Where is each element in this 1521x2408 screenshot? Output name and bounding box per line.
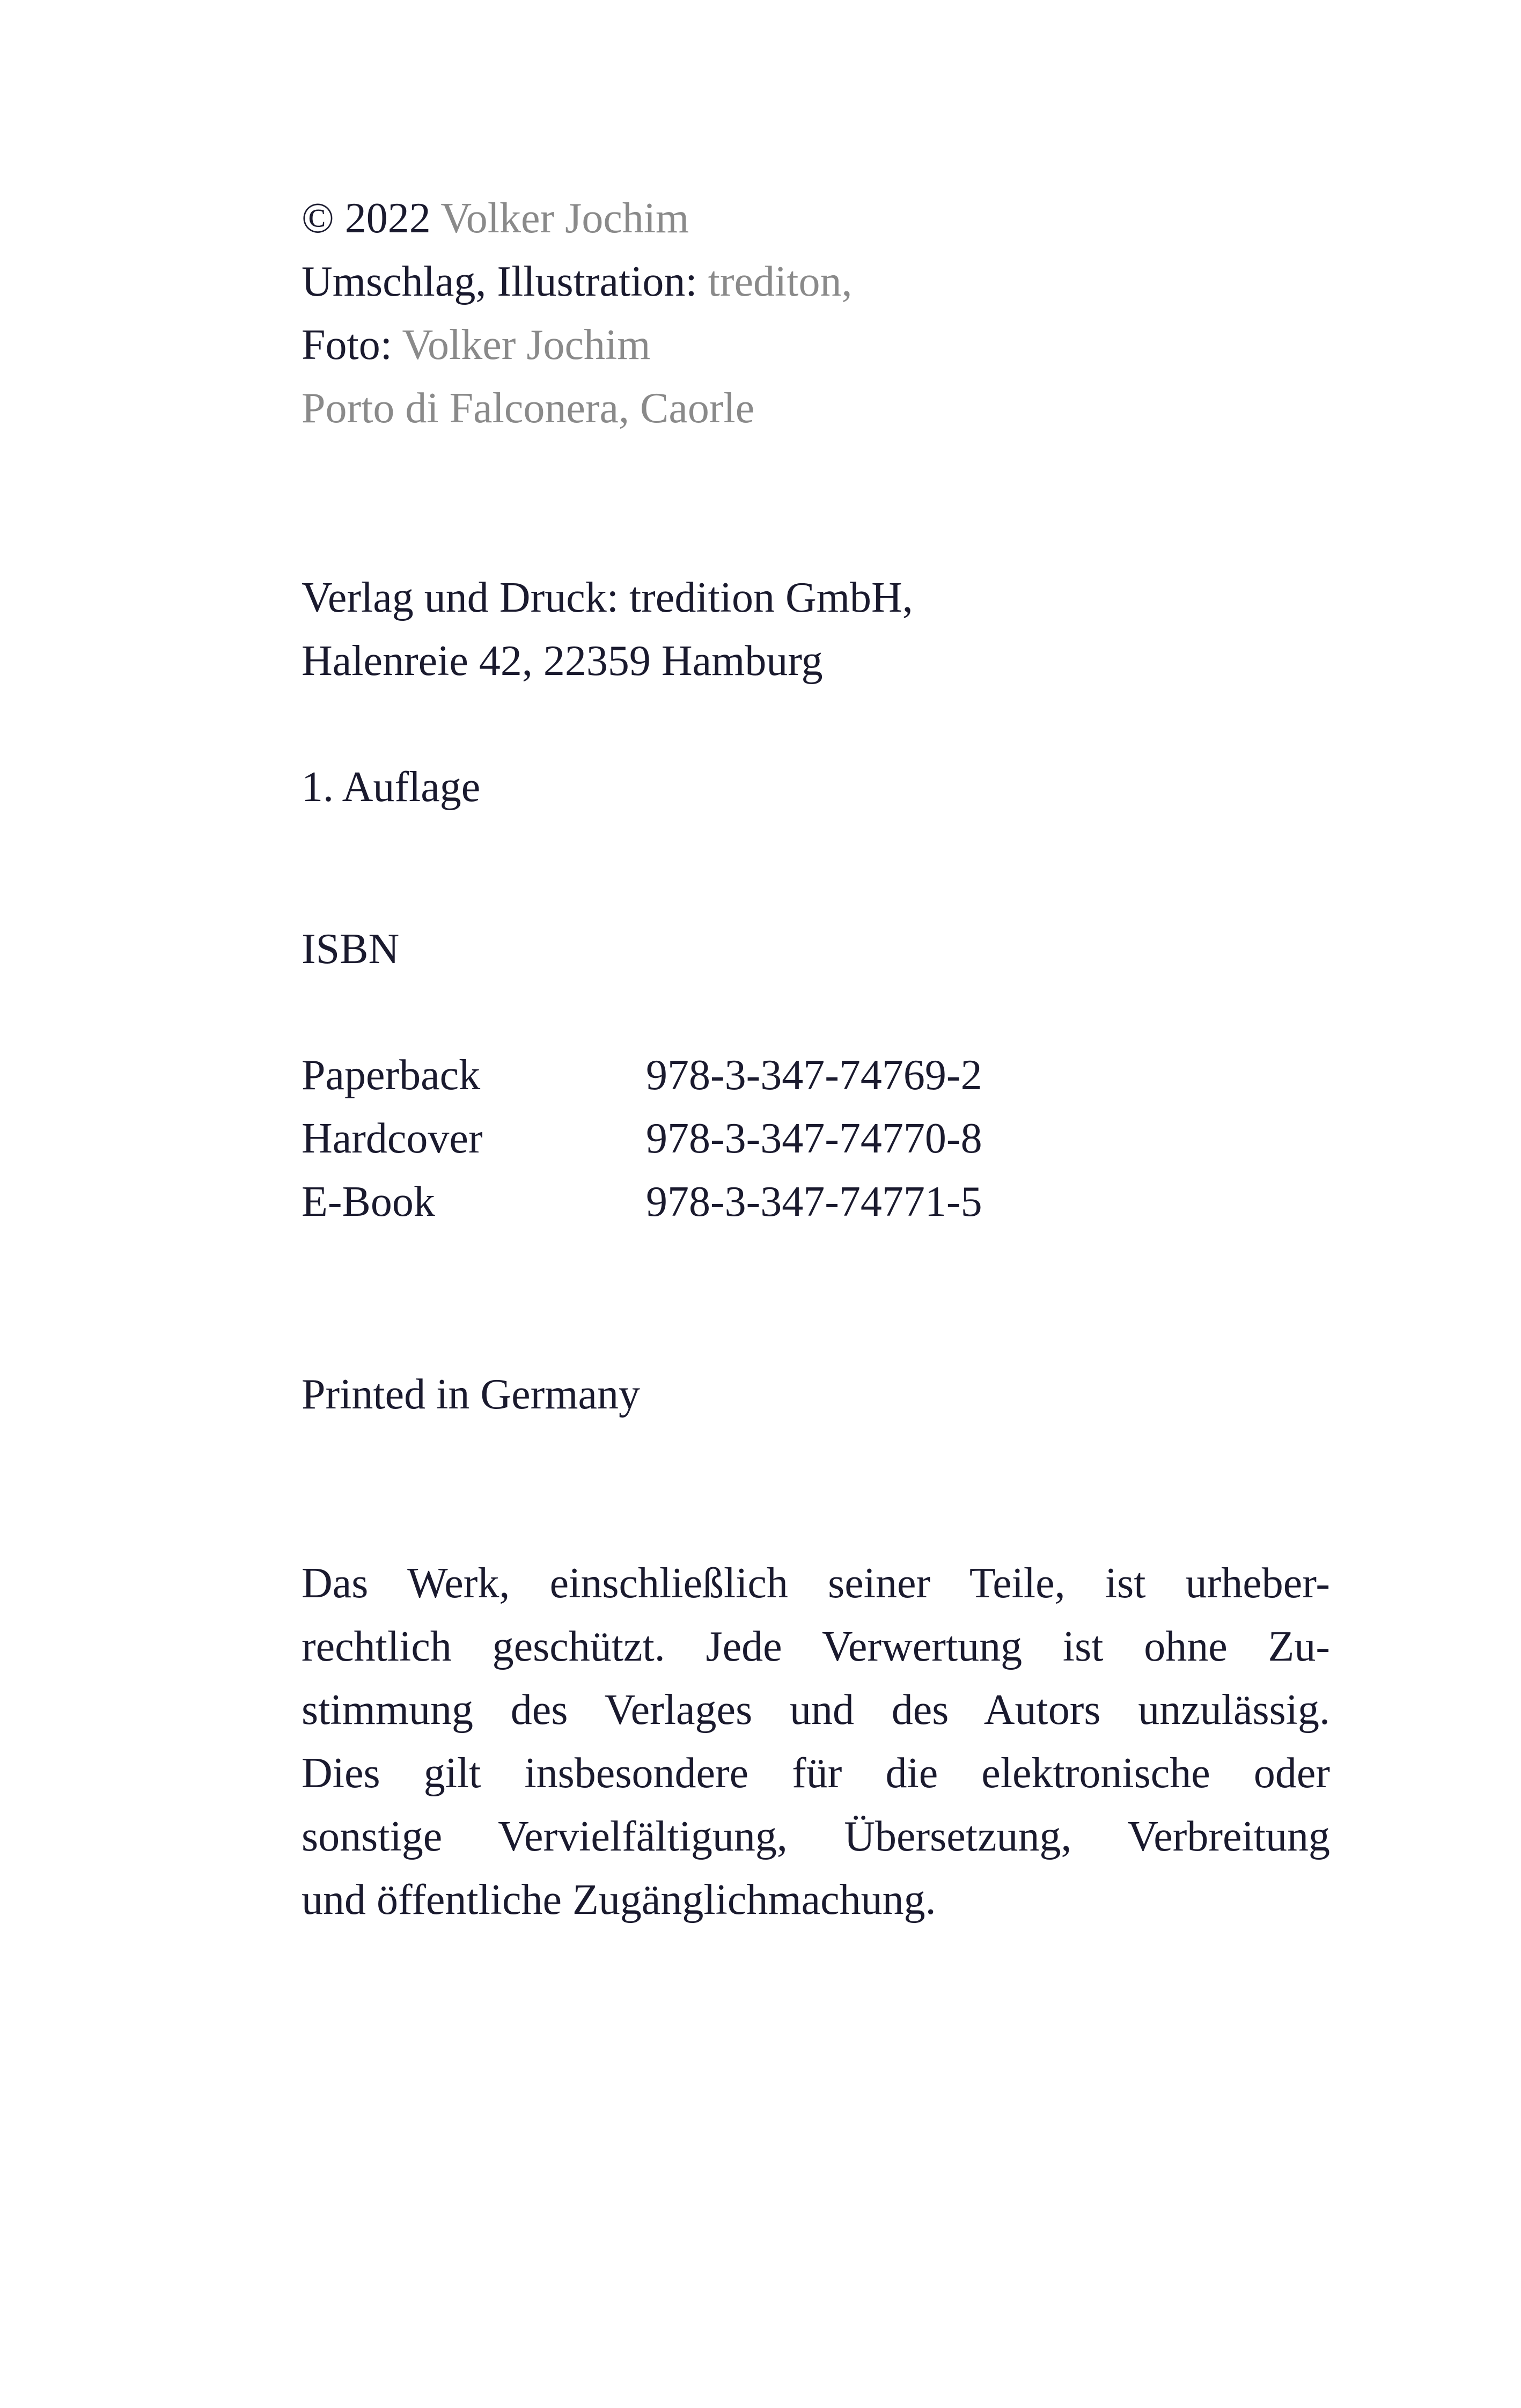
copyright-notice-line: sonstige Vervielfältigung, Übersetzung, Verbreitung [302, 1813, 1330, 1860]
photo-location: Porto di Falconera, Caorle [302, 385, 755, 432]
photo-credit-line [302, 313, 852, 377]
isbn-heading [302, 917, 399, 981]
publisher-address: Halenreie 42, 22359 Hamburg [302, 637, 823, 685]
isbn-table [302, 1044, 982, 1234]
isbn-format: Paperback [302, 1052, 481, 1099]
isbn-row [302, 1170, 982, 1234]
copyright-notice-line: Das Werk, einschließlich seiner Teile, ist urheber- [302, 1560, 1330, 1607]
copyright-notice [302, 1552, 1330, 1932]
credits-block [302, 187, 852, 440]
isbn-row [302, 1044, 982, 1107]
cover-credit-value: trediton, [708, 258, 853, 305]
copyright-notice-line: rechtlich geschützt. Jede Verwertung ist ohne Zu- [302, 1623, 1330, 1670]
isbn-number: 978-3-347-74771-5 [646, 1178, 982, 1225]
copyright-name: Volker Jochim [440, 195, 689, 242]
copyright-notice-line: und öffentliche Zugänglichmachung. [302, 1876, 936, 1924]
copyright-prefix: © 2022 [302, 195, 441, 242]
printed-in [302, 1363, 640, 1426]
isbn-number: 978-3-347-74770-8 [646, 1115, 982, 1162]
cover-credit-line [302, 250, 852, 313]
isbn-number: 978-3-347-74769-2 [646, 1052, 982, 1099]
isbn-row [302, 1107, 982, 1170]
isbn-heading-text: ISBN [302, 926, 400, 973]
copyright-notice-line: Dies gilt insbesondere für die elektronische oder [302, 1750, 1330, 1797]
isbn-format: E-Book [302, 1178, 435, 1225]
publisher-name: Verlag und Druck: tredition GmbH, [302, 574, 913, 621]
photo-credit-value: Volker Jochim [402, 321, 651, 369]
copyright-line [302, 187, 852, 250]
edition-line [302, 755, 480, 819]
copyright-notice-line: stimmung des Verlages und des Autors unzulässig. [302, 1686, 1330, 1734]
printed-in-text: Printed in Germany [302, 1371, 640, 1418]
edition-text: 1. Auflage [302, 763, 481, 811]
publisher-block [302, 566, 913, 693]
cover-credit-label: Umschlag, Illustration: [302, 258, 708, 305]
isbn-format: Hardcover [302, 1115, 483, 1162]
photo-credit-label: Foto: [302, 321, 402, 369]
